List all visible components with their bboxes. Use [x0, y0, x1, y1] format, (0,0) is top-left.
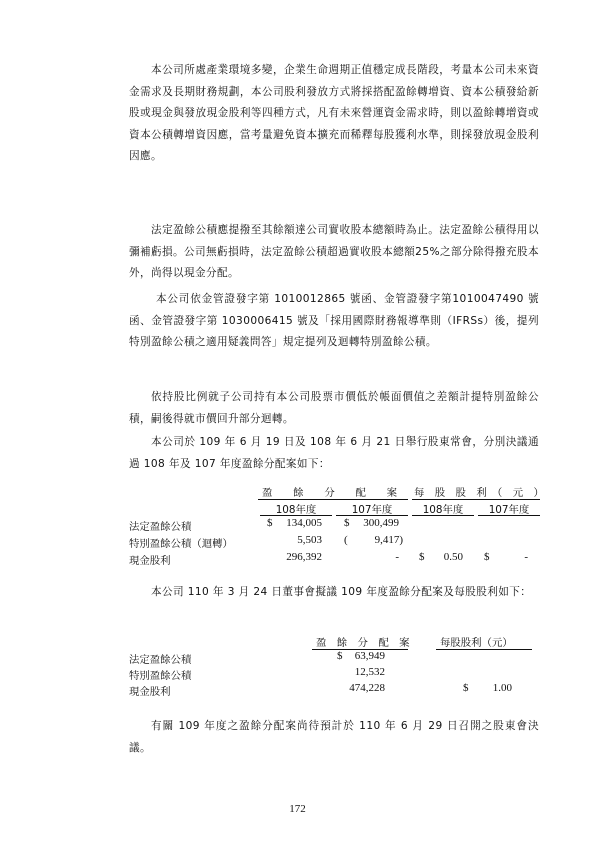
table1-col-header: 107年度 — [351, 504, 393, 516]
currency-sign: $ — [463, 682, 469, 694]
table2-header-distribution: 盈 餘 分 配 案 — [316, 637, 410, 649]
table1-col-header: 107年度 — [488, 504, 530, 516]
table-cell-value: 0.50 — [443, 551, 463, 563]
paragraph-legal-reserve: 法定盈餘公積應提撥至其餘額達公司實收股本總額時為止。法定盈餘公積得用以彌補虧損。公司無虧損時，法定盈餘公積超過實收股本總額25%之部分除得撥充股本外，尚得以現金分配。 — [129, 224, 539, 279]
currency-sign: $ — [419, 551, 425, 563]
table-cell-value: - — [524, 551, 528, 563]
paragraph-pending-resolution: 有關 109 年度之盈餘分配案尚待預計於 110 年 6 月 29 日召開之股東會決議。 — [129, 720, 539, 754]
table-cell-value: 1.00 — [492, 682, 512, 694]
table2-header-dividend: 每股股利（元） — [440, 637, 513, 649]
table1-group-header-distribution: 盈 餘 分 配 案 — [262, 487, 398, 499]
currency-sign: $ — [337, 650, 343, 662]
table1-col-header: 108年度 — [422, 504, 464, 516]
currency-sign: ( — [344, 534, 348, 546]
table-row-label: 特別盈餘公積 — [129, 670, 192, 682]
table-row-label: 法定盈餘公積 — [129, 521, 192, 533]
table-row-label: 現金股利 — [129, 555, 171, 567]
table-cell-value: 5,503 — [297, 534, 322, 546]
paragraph-board-proposal: 本公司 110 年 3 月 24 日董事會擬議 109 年度盈餘分配案及每股股利如下： — [151, 586, 532, 598]
table-row-label: 特別盈餘公積（迴轉） — [129, 538, 233, 550]
currency-sign: $ — [344, 517, 350, 529]
table-cell-value: 474,228 — [349, 682, 385, 694]
paragraph-dividend-policy: 本公司所處產業環境多變，企業生命週期正值穩定成長階段，考量本公司未來資金需求及長期財務規劃，本公司股利發放方式將採搭配盈餘轉增資、資本公積發給新股或現金與發放現金股利等四種方式，凡有未來營運資金需求時，則以盈餘轉增資或資本公積轉增資因應，當考量避免資本擴充而稀釋每股獲利水準，則採發放現金股利因應。 — [129, 64, 539, 162]
table1-group-header-dividend: 每 股 股 利 （ 元 ） — [414, 487, 544, 499]
table-row-label: 現金股利 — [129, 686, 171, 698]
table-cell-value: 9,417) — [374, 534, 403, 546]
table-cell-value: 134,005 — [286, 517, 322, 529]
paragraph-subsidiary-shares: 依持股比例就子公司持有本公司股票市價低於帳面價值之差額計提特別盈餘公積，嗣後得就市價回升部分迴轉。 — [129, 391, 539, 425]
paragraph-special-reserve: 本公司依金管證發字第 1010012865 號函、金管證發字第1010047490 號函、金管證發字第 1030006415 號及「採用國際財務報導準則（IFRSs）後，提列特別盈餘公積之適用疑義問答」規定提列及迴轉特別盈餘公積。 — [129, 293, 539, 348]
table-cell-value: - — [395, 551, 399, 563]
table1-col-header: 108年度 — [275, 504, 317, 516]
table-row-label: 法定盈餘公積 — [129, 654, 192, 666]
table-cell-value: 296,392 — [286, 551, 322, 563]
paragraph-shareholder-meeting: 本公司於 109 年 6 月 19 日及 108 年 6 月 21 日舉行股東常會，分別決議通過 108 年及 107 年度盈餘分配案如下： — [129, 436, 539, 470]
currency-sign: $ — [484, 551, 490, 563]
page-number: 172 — [289, 803, 306, 815]
table-cell-value: 300,499 — [363, 517, 399, 529]
table-cell-value: 12,532 — [354, 666, 385, 678]
table-cell-value: 63,949 — [354, 650, 385, 662]
currency-sign: $ — [267, 517, 273, 529]
